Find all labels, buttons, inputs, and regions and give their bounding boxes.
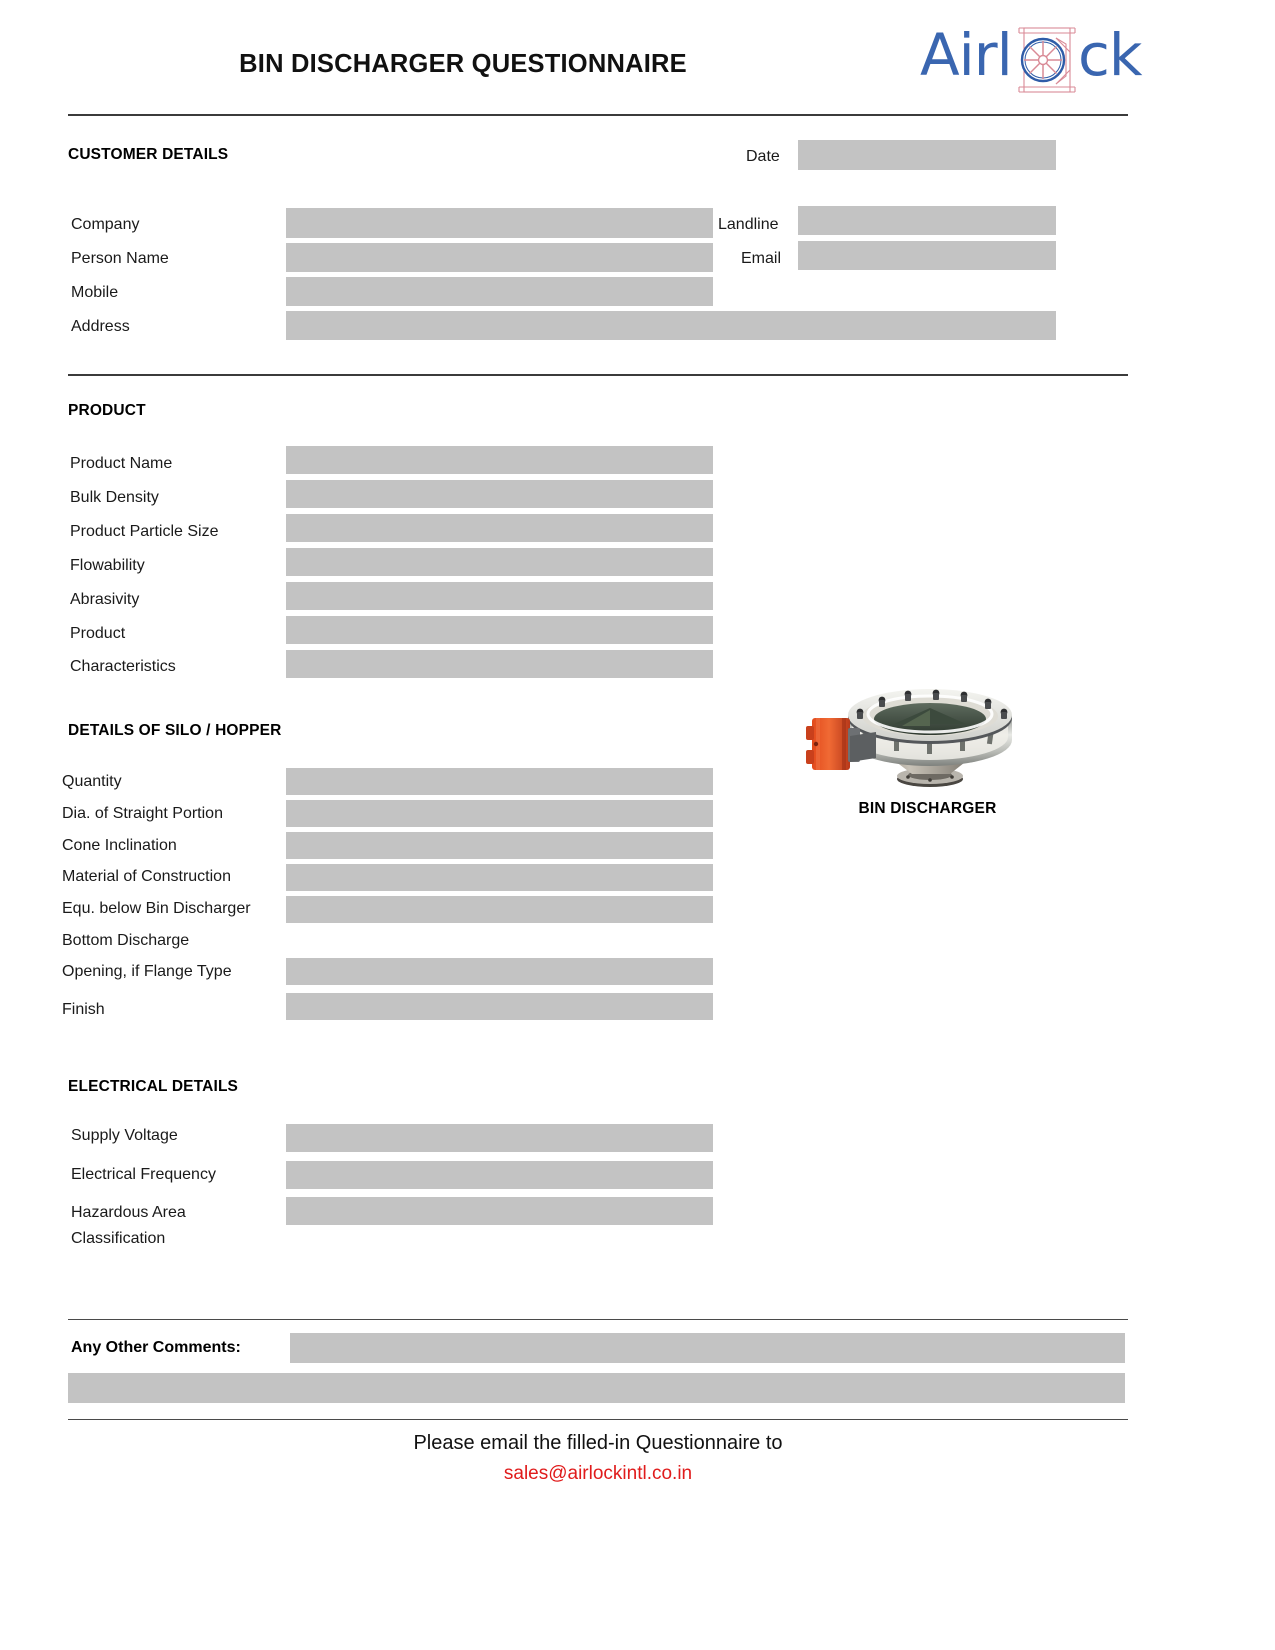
abrasivity-input[interactable]: [286, 582, 713, 610]
material-of-construction-input[interactable]: [286, 864, 713, 891]
equ-below-bin-discharger-label: Equ. below Bin Discharger: [62, 900, 251, 917]
product-particle-size-input[interactable]: [286, 514, 713, 542]
landline-label: Landline: [718, 216, 779, 233]
date-label: Date: [746, 148, 780, 165]
landline-input[interactable]: [798, 206, 1056, 235]
mobile-input[interactable]: [286, 277, 713, 306]
dia-straight-portion-label: Dia. of Straight Portion: [62, 805, 223, 822]
email-input[interactable]: [798, 241, 1056, 270]
product-name-input[interactable]: [286, 446, 713, 474]
bottom-discharge-opening-input[interactable]: [286, 958, 713, 985]
airlock-logo: [920, 14, 1142, 106]
person-name-label: Person Name: [71, 250, 169, 267]
header-divider: [68, 114, 1128, 116]
product-characteristics-input-b[interactable]: [286, 650, 713, 678]
logo-text-after: ck: [1078, 21, 1142, 89]
mobile-label: Mobile: [71, 284, 119, 301]
abrasivity-label: Abrasivity: [70, 591, 140, 608]
hazardous-area-classification-label-line2: Classification: [71, 1230, 166, 1247]
product-name-label: Product Name: [70, 455, 173, 472]
supply-voltage-label: Supply Voltage: [71, 1127, 178, 1144]
page-header: [68, 14, 1142, 114]
logo-text-before: Airl: [920, 21, 1012, 89]
quantity-input[interactable]: [286, 768, 713, 795]
bin-discharger-illustration-icon: [790, 640, 1065, 790]
email-label: Email: [741, 250, 782, 267]
equ-below-bin-discharger-input[interactable]: [286, 896, 713, 923]
cone-inclination-label: Cone Inclination: [62, 837, 177, 854]
any-other-comments-input-second-line[interactable]: [68, 1373, 1125, 1403]
company-label: Company: [71, 216, 140, 233]
section-heading-customer-details: CUSTOMER DETAILS: [68, 146, 229, 163]
date-input[interactable]: [798, 140, 1056, 170]
bin-discharger-image: [790, 640, 1065, 790]
quantity-label: Quantity: [62, 773, 122, 790]
address-input[interactable]: [286, 311, 1056, 340]
product-characteristics-label-line1: Product: [70, 625, 126, 642]
supply-voltage-input[interactable]: [286, 1124, 713, 1152]
customer-section-divider: [68, 374, 1128, 376]
product-characteristics-input-a[interactable]: [286, 616, 713, 644]
comments-section-divider-top: [68, 1319, 1128, 1320]
product-particle-size-label: Product Particle Size: [70, 523, 219, 540]
any-other-comments-label: Any Other Comments:: [71, 1339, 241, 1356]
material-of-construction-label: Material of Construction: [62, 868, 231, 885]
bin-discharger-caption: BIN DISCHARGER: [858, 800, 997, 817]
product-characteristics-label-line2: Characteristics: [70, 658, 176, 675]
electrical-frequency-input[interactable]: [286, 1161, 713, 1189]
bottom-discharge-opening-label-line2: Opening, if Flange Type: [62, 963, 232, 980]
flowability-input[interactable]: [286, 548, 713, 576]
section-heading-electrical-details: ELECTRICAL DETAILS: [68, 1078, 239, 1095]
page-title: BIN DISCHARGER QUESTIONNAIRE: [239, 50, 687, 78]
bulk-density-label: Bulk Density: [70, 489, 159, 506]
any-other-comments-input[interactable]: [290, 1333, 1125, 1363]
dia-straight-portion-input[interactable]: [286, 800, 713, 827]
footer-instruction-text: Please email the filled-in Questionnaire to: [413, 1432, 783, 1454]
address-label: Address: [71, 318, 130, 335]
person-name-input[interactable]: [286, 243, 713, 272]
section-heading-product: PRODUCT: [68, 402, 146, 419]
footer-email-link[interactable]: sales@airlockintl.co.in: [503, 1463, 693, 1484]
company-input[interactable]: [286, 208, 713, 238]
hazardous-area-classification-input[interactable]: [286, 1197, 713, 1225]
finish-input[interactable]: [286, 993, 713, 1020]
hazardous-area-classification-label-line1: Hazardous Area: [71, 1204, 186, 1221]
cone-inclination-input[interactable]: [286, 832, 713, 859]
bottom-discharge-opening-label-line1: Bottom Discharge: [62, 932, 190, 949]
electrical-frequency-label: Electrical Frequency: [71, 1166, 216, 1183]
bulk-density-input[interactable]: [286, 480, 713, 508]
rotary-airlock-valve-icon: [1016, 18, 1078, 102]
finish-label: Finish: [62, 1001, 105, 1018]
comments-section-divider-bottom: [68, 1419, 1128, 1420]
flowability-label: Flowability: [70, 557, 145, 574]
section-heading-silo-hopper: DETAILS OF SILO / HOPPER: [68, 722, 282, 739]
